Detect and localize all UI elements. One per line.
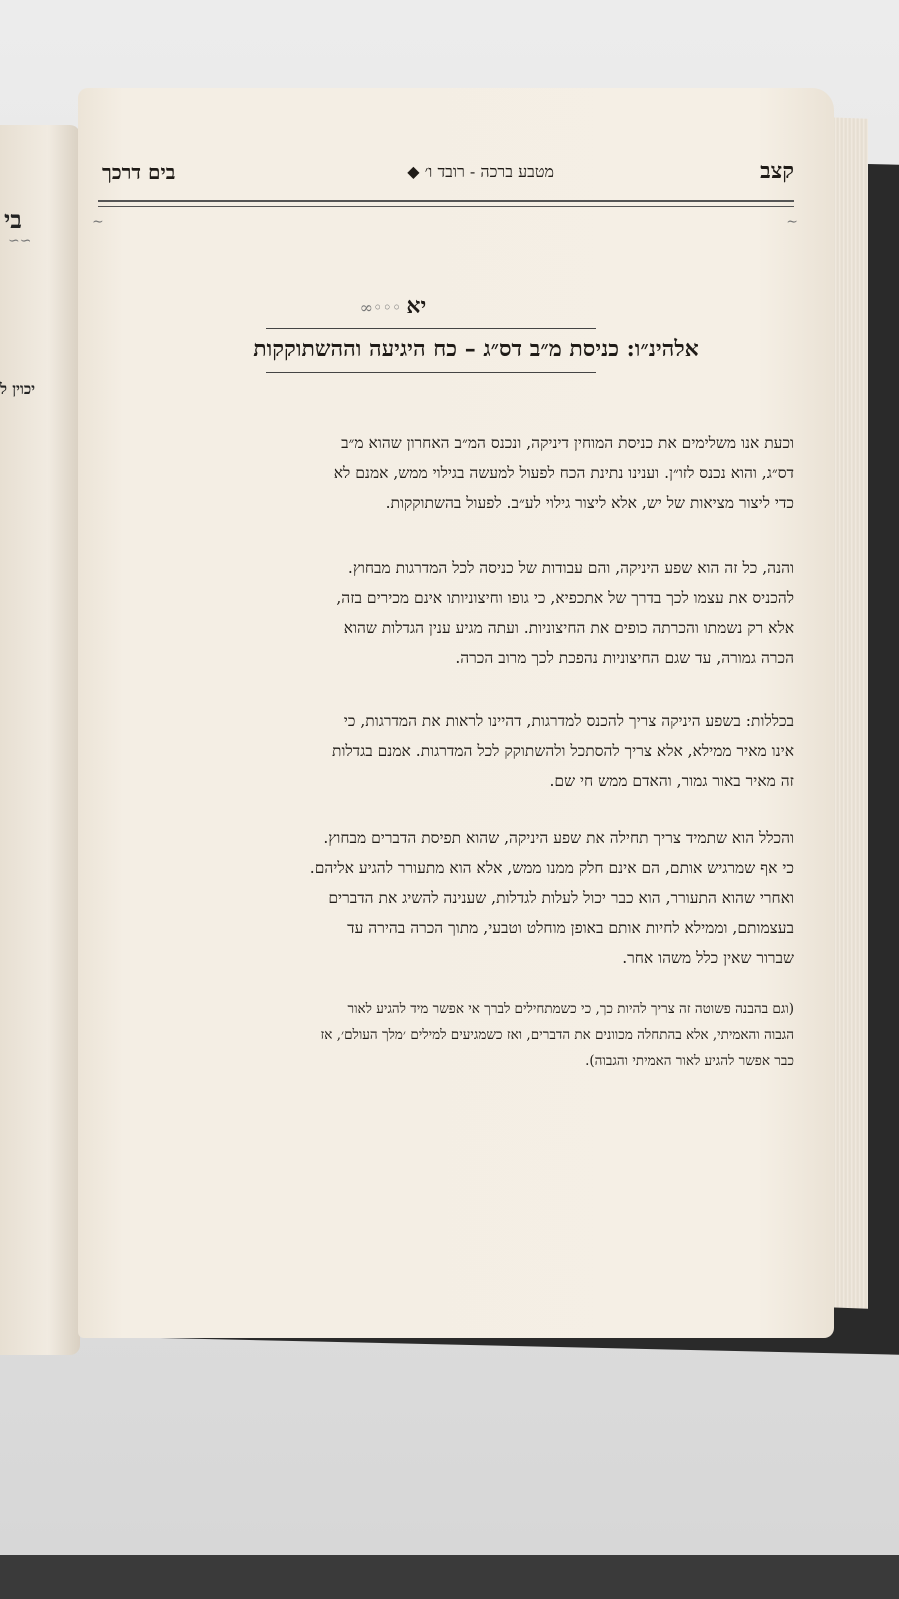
text-line: כי אף שמרגיש אותם, הם אינם חלק ממנו ממש, אלא הוא מתעורר להגיע אליהם. (309, 859, 794, 877)
paragraph-1 (108, 428, 794, 518)
book-logo: בים דרכך (102, 160, 176, 184)
header-ornament-right: ∽ (786, 214, 798, 230)
header-rule-thin (98, 206, 794, 207)
text-line: אינו מאיר ממילא, אלא צריך להסתכל ולהשתוקק לכל המדרגות. אמנם בגדלות (332, 742, 794, 760)
section-marker (333, 293, 453, 319)
left-page (0, 125, 80, 1355)
text-line: אלא רק נשמתו והכרתה כופים את החיצוניות. ועתה מגיע ענין הגדלות שהוא (343, 619, 794, 637)
page-edges (828, 117, 868, 1308)
text-line: והכלל הוא שתמיד צריך תחילה את שפע היניקה, שהוא תפיסת הדברים מבחוץ. (323, 829, 794, 847)
left-page-ornament: ∽∽ (8, 233, 32, 249)
paragraph-4 (108, 823, 794, 973)
text-line: כדי ליצור מציאות של יש, אלא ליצור גילוי לע״ב. לפעול בהשתוקקות. (385, 494, 794, 512)
paragraph-3 (108, 706, 794, 796)
section-ornament: ◦◦◦∞ (359, 298, 402, 317)
text-line: להכניס את עצמו לכך בדרך של אתכפיא, כי גופו וחיצוניותו אינם מכירים בזה, (336, 589, 794, 607)
text-line: ואחרי שהוא התעורר, הוא כבר יכול לעלות לגדלות, שענינה להשיג את הדברים (328, 889, 794, 907)
text-line: הכרה גמורה, עד שגם החיצוניות נהפכת לכך מרוב הכרה. (455, 649, 794, 667)
book-page (78, 88, 834, 1338)
text-line: זה מאיר באור גמור, והאדם ממש חי שם. (549, 772, 794, 790)
header-ornament-left: ∽ (92, 214, 104, 230)
header-rule (98, 200, 794, 202)
page-header (102, 158, 794, 188)
text-line: וכעת אנו משלימים את כניסת המוחין דיניקה, ונכנס המ״ב האחרון שהוא מ״ב (341, 434, 794, 452)
text-line: שברור שאין כלל משהו אחר. (622, 949, 794, 967)
text-line: (וגם בהבנה פשוטה זה צריך להיות כך, כי כשמתחילים לברך אי אפשר מיד להגיע לאור (347, 1001, 794, 1017)
text-line: והנה, כל זה הוא שפע היניקה, והם עבודות של כניסה לכל המדרגות מבחוץ. (347, 559, 794, 577)
text-line: הגבוה והאמיתי, אלא בהתחלה מכוונים את הדברים, ואז כשמגיעים למילים ׳מלך העולם׳, אז (320, 1027, 794, 1043)
paragraph-5-note (108, 996, 794, 1074)
paragraph-2 (108, 553, 794, 673)
title-rule-top (266, 328, 596, 329)
section-number: יא (406, 293, 427, 319)
text-line: כבר אפשר להגיע לאור האמיתי והגבוה). (585, 1053, 794, 1069)
book-cover-bottom-edge (0, 1555, 899, 1599)
page-number: קצב (760, 158, 794, 184)
text-line: בכללות: בשפע היניקה צריך להכנס למדרגות, דהיינו לראות את המדרגות, כי (343, 712, 794, 730)
title-rule-bottom (266, 372, 596, 373)
text-line: בעצמותם, וממילא לחיות אותם באופן מוחלט וטבעי, מתוך הכרה בהירה עד (347, 919, 794, 937)
text-line: דס״ג, והוא נכנס לזו״ן. וענינו נתינת הכח לפעול למעשה בגילוי ממש, אמנם לא (333, 464, 794, 482)
left-page-text-fragment: יכוין ל (0, 380, 36, 398)
left-page-heading-fragment: בי (4, 205, 22, 234)
running-title: מטבע ברכה - רובד ו׳ ◆ (407, 162, 554, 181)
section-title: אלהינ״ו: כניסת מ״ב דס״ג – כח היגיעה וההשתוקקות (253, 336, 699, 362)
